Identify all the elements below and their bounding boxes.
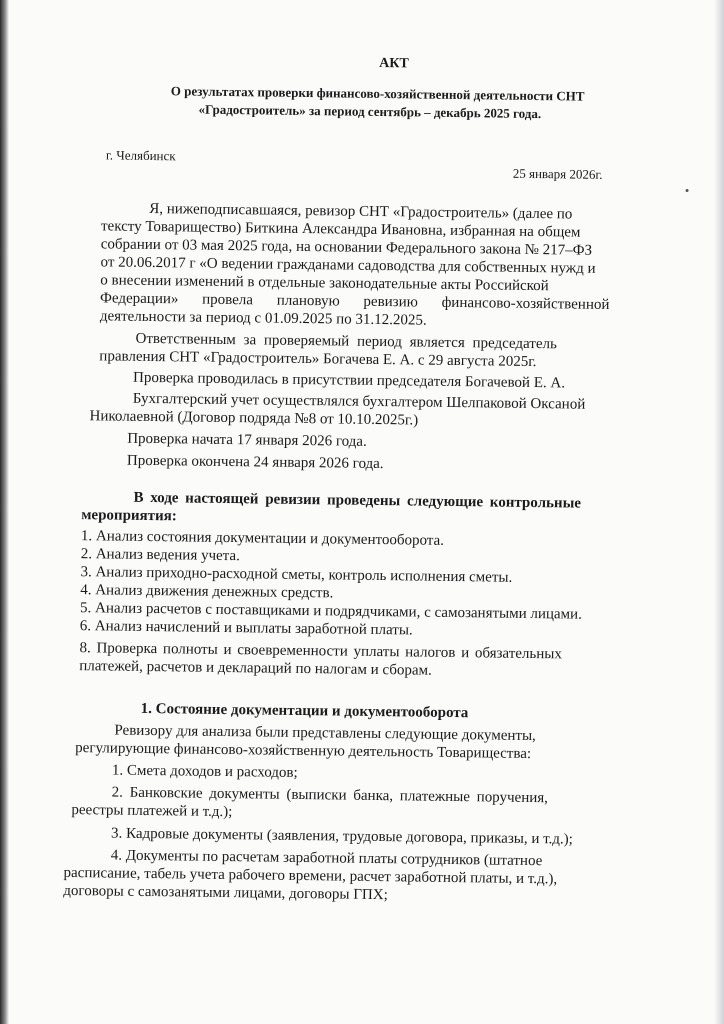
measure-item: 5. Анализ расчетов с поставщиками и подрядчиками, с самозанятыми лицами.: [79, 600, 582, 623]
section1-item: 3. Кадровые документы (заявления, трудовые договора, приказы, и т.д.);: [110, 825, 573, 848]
document-city: г. Челябинск: [105, 147, 176, 164]
section1-item: 1. Смета доходов и расходов;: [111, 762, 298, 781]
responsible-line-1: Ответственным за проверяемый период является председатель: [135, 330, 557, 353]
document-title: АКТ: [379, 55, 409, 72]
measure-item: 2. Анализ ведения учета.: [80, 546, 240, 565]
measure-item: платежей, расчетов и деклараций по налогам и сборам.: [79, 658, 432, 679]
document-date: 25 января 2026г.: [512, 165, 603, 182]
measure-item: 6. Анализ начислений и выплаты заработной платы.: [79, 618, 413, 639]
accounting-line-2: Николаевной (Договор подряда №8 от 10.10.2025г.): [89, 408, 419, 429]
scan-speck: [686, 189, 689, 192]
measures-heading-line-2: мероприятия:: [81, 507, 177, 525]
responsible-line-2: правления СНТ «Градостроитель» Богачева Е. А. с 29 августа 2025г.: [99, 348, 537, 371]
intro-line-1: Я, нижеподписавшаяся, ревизор СНТ «Градостроитель» (далее по: [149, 200, 573, 223]
measure-item: 3. Анализ приходно-расходной сметы, контроль исполнения сметы.: [80, 564, 513, 586]
section1-item: 4. Документы по расчетам заработной платы сотрудников (штатное: [110, 847, 543, 870]
document-subtitle-line1: О результатах проверки финансово-хозяйственной деятельности СНТ: [170, 83, 585, 104]
section1-item: договоры с самозанятыми лицами, договоры ГПХ;: [63, 882, 388, 904]
measure-item: 1. Анализ состояния документации и документооборота.: [80, 528, 445, 549]
section1-intro-line-1: Ревизору для анализа были представлены следующие документы,: [114, 722, 536, 745]
accounting-line-1: Бухгалтерский учет осуществлялся бухгалтером Шелпаковой Оксаной: [132, 390, 586, 413]
intro-line-7: деятельности за период с 01.09.2025 по 31.12.2025.: [99, 308, 427, 329]
section1-item: реестры платежей и т.д.);: [71, 802, 233, 821]
intro-line-2: тексту Товарищество) Биткина Александра Ивановна, избранная на общем: [100, 218, 581, 241]
intro-line-3: собрании от 03 мая 2025 года, на основании Федерального закона № 217–ФЗ: [100, 236, 593, 259]
intro-line-4: от 20.06.2017 г «О ведении гражданами садоводства для собственных нужд и: [100, 254, 596, 277]
measure-item: 4. Анализ движения денежных средств.: [80, 582, 334, 602]
document-subtitle-line2: «Градостроитель» за период сентябрь – декабрь 2025 года.: [198, 101, 542, 122]
measures-heading-line-1: В ходе настоящей ревизии проведены следующие контрольные: [133, 489, 582, 512]
intro-line-5: о внесении изменений в отдельные законодательные акты Российской: [100, 272, 549, 295]
section1-item: 2. Банковские документы (выписки банка, платежные поручения,: [111, 784, 549, 807]
presence-line: Проверка проводилась в присутствии председателя Богачевой Е. А.: [132, 369, 566, 392]
measure-item: 8. Проверка полноты и своевременности уплаты налогов и обязательных: [79, 640, 562, 663]
section1-intro-line-2: регулирующие финансово-хозяйственную деятельность Товарищества:: [75, 740, 532, 763]
section1-heading: 1. Состояние документации и документооборота: [140, 700, 469, 722]
check-finished: Проверка окончена 24 января 2026 года.: [126, 452, 384, 473]
intro-line-6: Федерации» провела плановую ревизию финансово-хозяйственной: [99, 290, 610, 314]
section1-item: расписание, табель учета рабочего времени, расчет заработной платы, и т.д.),: [63, 864, 558, 888]
check-started: Проверка начата 17 января 2026 года.: [127, 430, 367, 450]
